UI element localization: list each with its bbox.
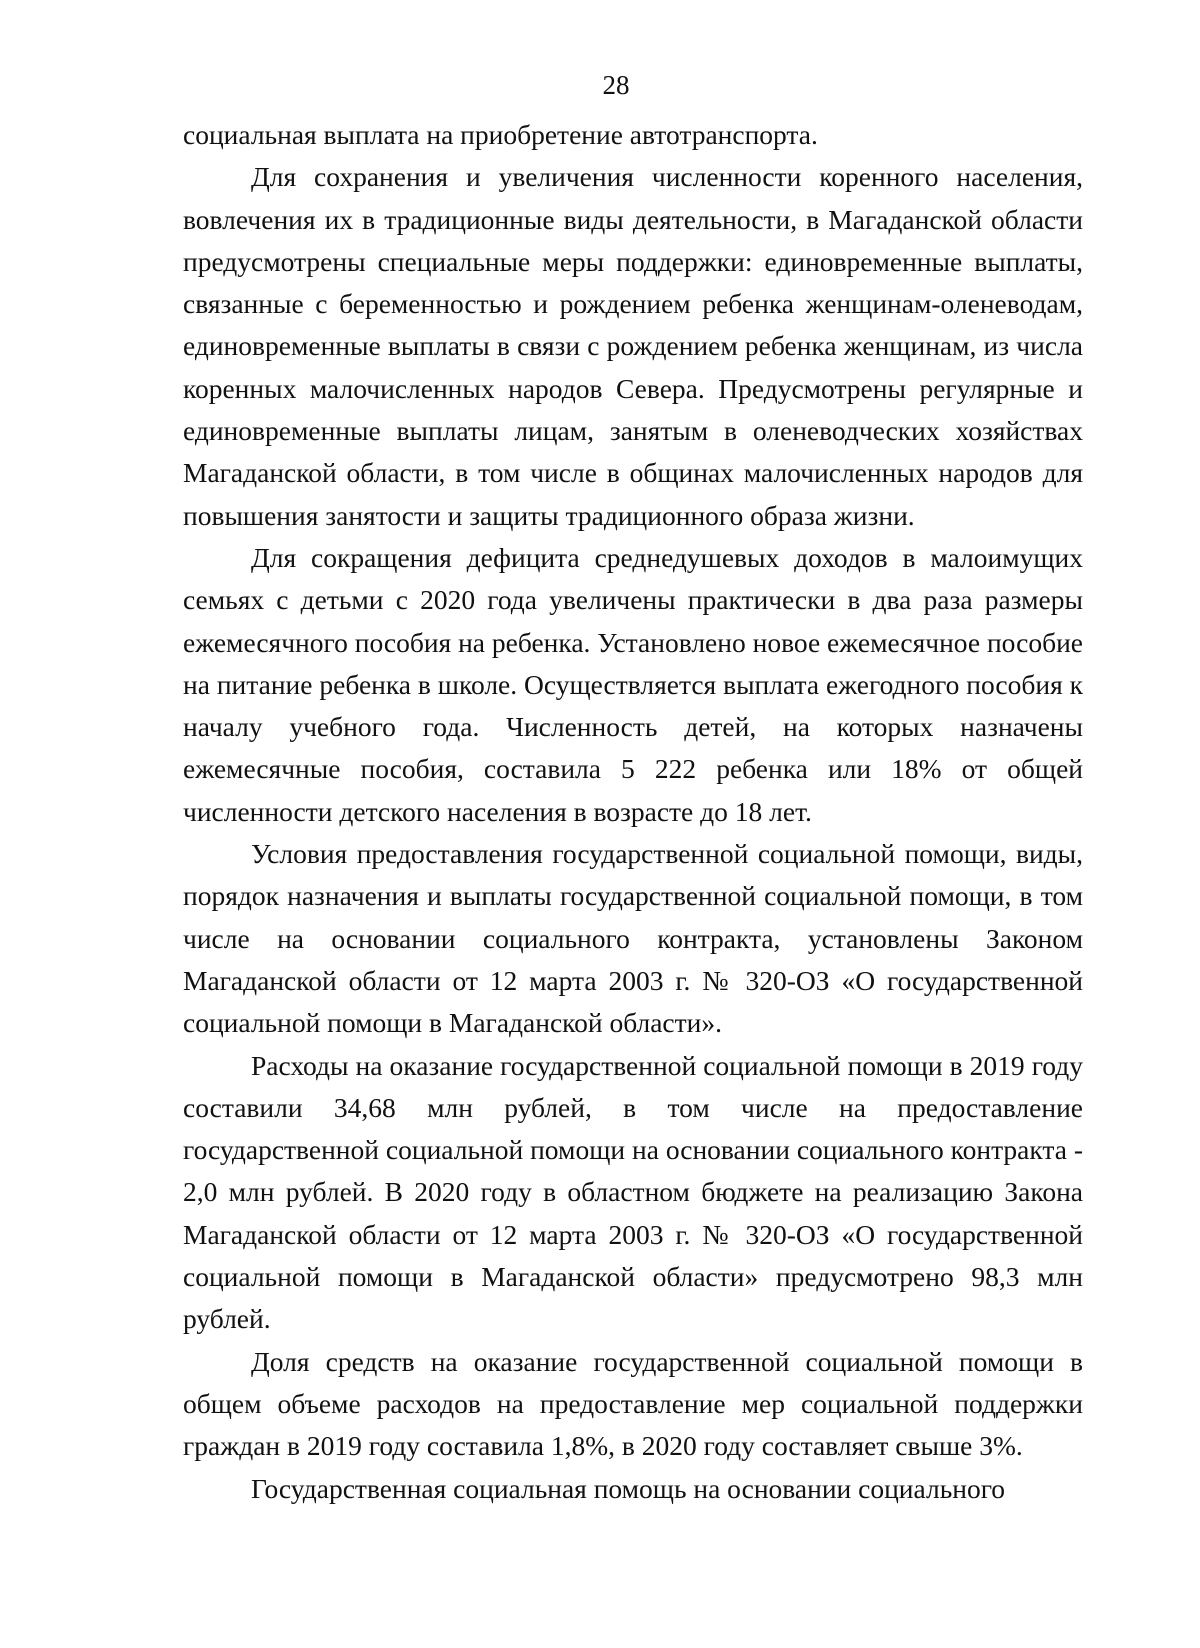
paragraph-funding-share: Доля средств на оказание государственной социальной помощи в общем объеме расходов на предоставление мер социальной поддержки граждан в 2019 году составила 1,8%, в 2020 году составляет свыше 3%. [183,1345,1083,1462]
paragraph-social-contract: Государственная социальная помощь на основании социального [251,1472,1006,1504]
paragraph-continuation: социальная выплата на приобретение автотранспорта. [183,119,818,150]
paragraph-child-benefits: Для сокращения дефицита среднедушевых доходов в малоимущих семьях с детьми с 2020 года увеличены практически в два раза размеры ежемесячного пособия на ребенка. Установлено новое ежемесячное пособие на питание ребенка в школе. Осуществляется выплата ежегодного пособия к началу учебного года. Численность детей, на которых назначены ежемесячные пособия, составила 5 222 ребенка или 18% от общей численности детского населения в возрасте до 18 лет. [183,541,1083,827]
page-number: 28 [602,70,630,100]
paragraph-assistance-expenses: Расходы на оказание государственной социальной помощи в 2019 году составили 34,68 млн рублей, в том числе на предоставление государственной социальной помощи на основании социального контракта - 2,0 млн рублей. В 2020 году в областном бюджете на реализацию Закона Магаданской области от 12 марта 2003 г. № 320-ОЗ «О государственной социальной помощи в Магаданской области» предусмотрено 98,3 млн рублей. [183,1049,1083,1335]
paragraph-assistance-conditions: Условия предоставления государственной социальной помощи, виды, порядок назначения и выплаты государственной социальной помощи, в том числе на основании социального контракта, установлены Законом Магаданской области от 12 марта 2003 г. № 320-ОЗ «О государственной социальной помощи в Магаданской области». [183,838,1083,1039]
document-body [183,114,1083,1510]
paragraph-indigenous-support: Для сохранения и увеличения численности коренного населения, вовлечения их в традиционные виды деятельности, в Магаданской области предусмотрены специальные меры поддержки: единовременные выплаты, связанные с беременностью и рождением ребенка женщинам-оленеводам, единовременные выплаты в связи с рождением ребенка женщинам, из числа коренных малочисленных народов Севера. Предусмотрены регулярные и единовременные выплаты лицам, занятым в оленеводческих хозяйствах Магаданской области, в том числе в общинах малочисленных народов для повышения занятости и защиты традиционного образа жизни. [183,161,1083,531]
